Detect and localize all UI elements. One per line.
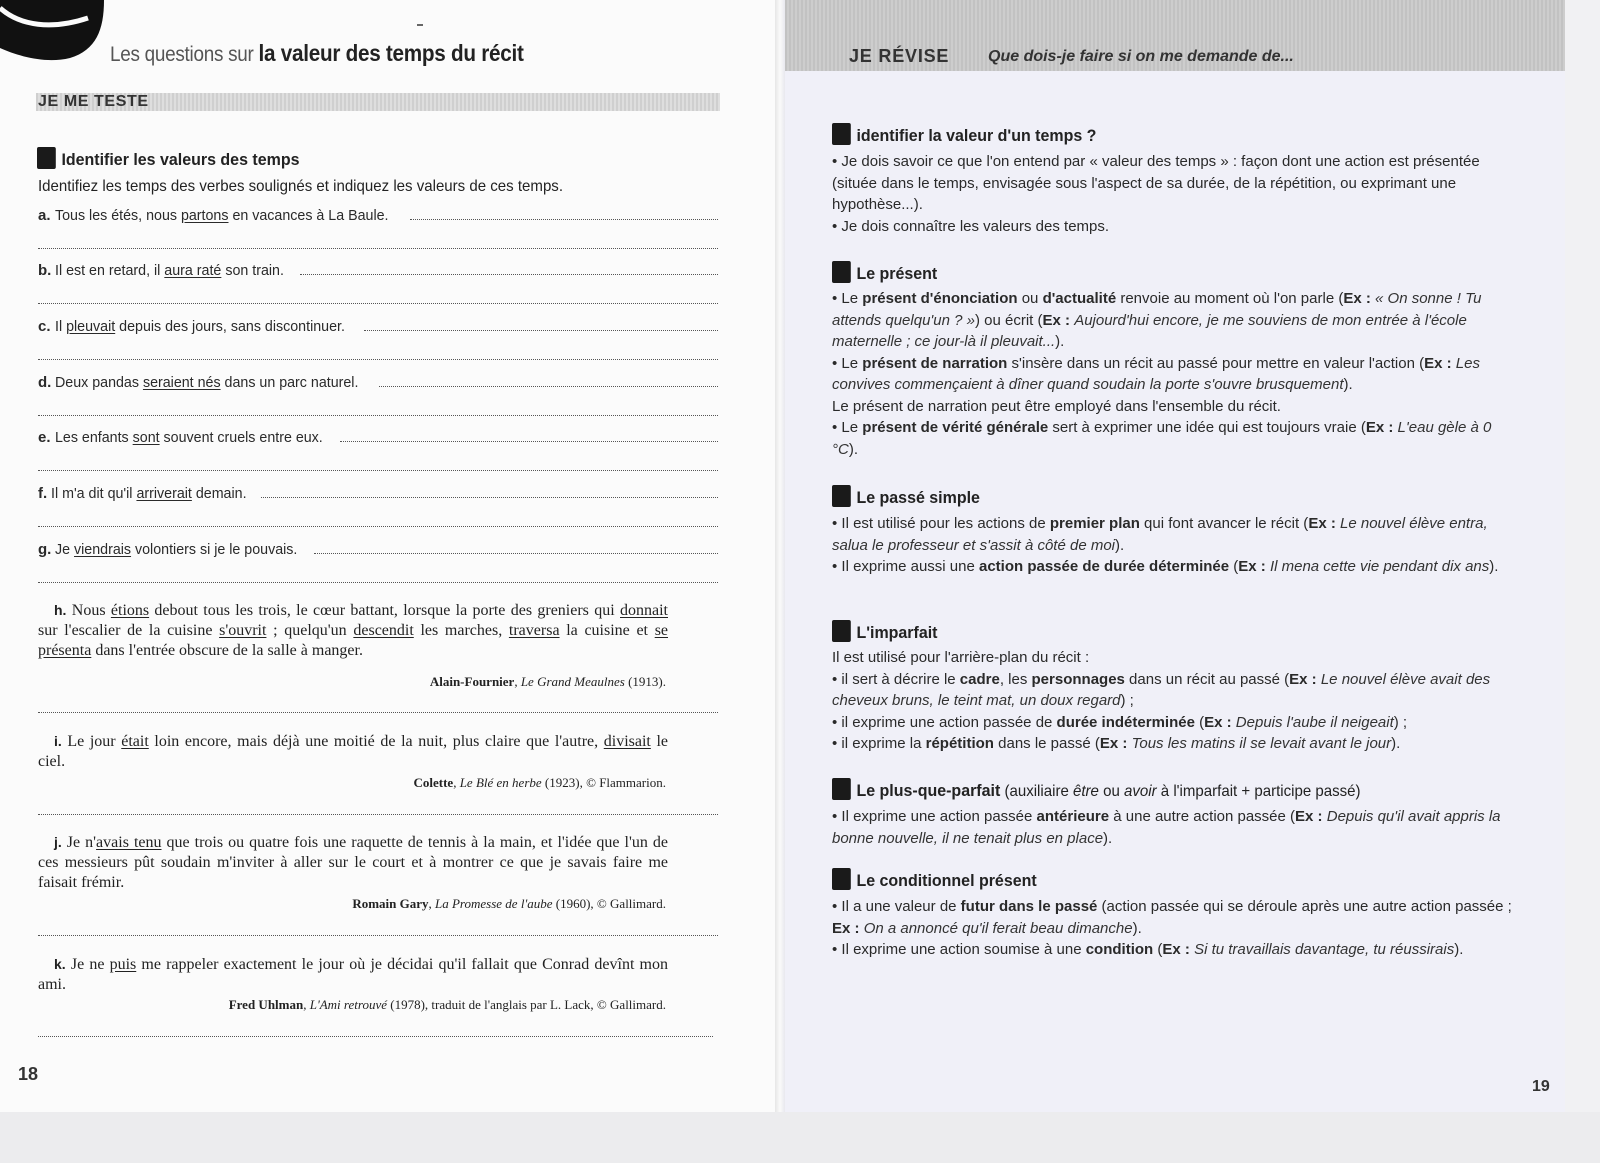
instruction: Identifiez les temps des verbes soulignés et indiquez les valeurs de ces temps. [38, 178, 564, 195]
text-identify: • Je dois savoir ce que l'on entend par « valeur des temps » : façon dont une action est présentée (située dans le temps, envisagée sous l'aspect de sa durée, de la répétition, ou exprimant une hypothèse...). • Je dois connaître les valeurs des temps. [832, 153, 1480, 235]
exercise-i-quote: i. Le jour était loin encore, mais déjà une moitié de la nuit, plus claire que l'autre, divisait le ciel. [38, 733, 669, 770]
exercise-k-quote: k. Je ne puis me rappeler exactement le jour où je décidai qu'il fallait que Conrad devînt mon ami. [38, 956, 668, 993]
answer-line[interactable] [38, 359, 718, 360]
heading-identify: identifier la valeur d'un temps ? [832, 123, 1096, 146]
print-mark [417, 24, 423, 26]
heading-present: Le présent [832, 261, 937, 284]
answer-line[interactable] [300, 273, 718, 275]
exercise-d: d. Deux pandas seraient nés dans un parc naturel. [38, 374, 718, 391]
answer-line[interactable] [38, 526, 718, 527]
heading-passe-simple: Le passé simple [832, 485, 980, 508]
left-page [0, 0, 775, 1112]
answer-line[interactable] [379, 385, 718, 387]
corner-shape-icon [0, 0, 106, 64]
answer-line[interactable] [38, 415, 718, 416]
revise-banner-tag: JE RÉVISE [849, 46, 950, 66]
exercise-b: b. Il est en retard, il aura raté son train. [38, 262, 718, 279]
answer-line[interactable] [340, 440, 718, 442]
section-heading: Identifier les valeurs des temps [37, 147, 299, 170]
credit-h: Alain-Fournier, Le Grand Meaulnes (1913). [429, 674, 666, 689]
scan-background [0, 1112, 1600, 1163]
book-gutter [775, 0, 785, 1112]
answer-line[interactable] [38, 303, 718, 304]
square-bullet-icon [832, 620, 851, 642]
right-page [785, 0, 1565, 1112]
heading-conditionnel: Le conditionnel présent [832, 868, 1037, 891]
credit-k: Fred Uhlman, L'Ami retrouvé (1978), traduit de l'anglais par L. Lack, © Gallimard. [228, 997, 666, 1012]
credit-j: Romain Gary, La Promesse de l'aube (1960), © Gallimard. [352, 896, 666, 911]
exercise-c: c. Il pleuvait depuis des jours, sans discontinuer. [38, 318, 718, 335]
answer-line[interactable] [38, 712, 718, 713]
square-bullet-icon [832, 485, 851, 507]
page-number-left: 18 [18, 1064, 39, 1084]
answer-line[interactable] [38, 470, 718, 471]
answer-line[interactable] [364, 329, 718, 331]
page-title: Les questions sur la valeur des temps du récit [110, 40, 524, 66]
page-number-right: 19 [1532, 1078, 1550, 1095]
answer-line[interactable] [314, 552, 718, 554]
square-bullet-icon [37, 147, 56, 169]
answer-line[interactable] [410, 218, 718, 220]
text-conditionnel: • Il a une valeur de futur dans le passé (action passée qui se déroule après une autre action passée ; Ex : On a annoncé qu'il ferait beau dimanche). • Il exprime une action soumise à une condition (Ex : Si tu travaillais davantage, tu réussirais). [832, 898, 1512, 958]
text-present: • Le présent d'énonciation ou d'actualité renvoie au moment où l'on parle (Ex : « On sonne ! Tu attends quelqu'un ? ») ou écrit (Ex : Aujourd'hui encore, je me souviens de mon entrée à l'école maternelle ; ce jour-là il pleuvait...). • Le présent de narration s'insère dans un récit au passé pour mettre en valeur l'action (Ex : Les convives commençaient à dîner quand soudain la porte s'ouvre brusquement). Le présent de narration peut être employé dans l'ensemble du récit. • Le présent de vérité générale sert à exprimer une idée qui est toujours vraie (Ex : L'eau gèle à 0 °C). [832, 290, 1492, 458]
square-bullet-icon [832, 261, 851, 283]
square-bullet-icon [832, 123, 851, 145]
square-bullet-icon [832, 868, 851, 890]
exercise-f: f. Il m'a dit qu'il arriverait demain. [38, 485, 718, 502]
text-plus-que-parfait: • Il exprime une action passée antérieure à une autre action passée (Ex : Depuis qu'il avait appris la bonne nouvelle, il ne tenait plus en place). [832, 808, 1501, 847]
answer-line[interactable] [38, 814, 718, 815]
revise-banner-question: Que dois-je faire si on me demande de... [988, 48, 1294, 65]
test-banner [36, 93, 720, 111]
credit-i: Colette, Le Blé en herbe (1923), © Flammarion. [413, 775, 666, 790]
exercise-h-quote: h. Nous étions debout tous les trois, le cœur battant, lorsque la porte des greniers qui donnait sur l'escalier de la cuisine s'ouvrit ; quelqu'un descendit les marches, traversa la cuisine et se présenta dans l'entrée obscure de la salle à manger. [38, 602, 669, 659]
text-passe-simple: • Il est utilisé pour les actions de premier plan qui font avancer le récit (Ex : Le nouvel élève entra, salua le professeur et s'assit à côté de moi). • Il exprime aussi une action passée de durée déterminée (Ex : Il mena cette vie pendant dix ans). [832, 515, 1499, 575]
test-banner-label: JE ME TESTE [38, 93, 149, 110]
answer-line[interactable] [261, 496, 718, 498]
exercise-g: g. Je viendrais volontiers si je le pouvais. [38, 541, 718, 558]
revise-banner [785, 0, 1565, 71]
exercise-j-quote: j. Je n'avais tenu que trois ou quatre fois une raquette de tennis à la main, et l'idée que l'un de ces messieurs pût soudain m'inviter à aller sur le court et à montrer ce que je savais faire me faisait frémir. [38, 834, 669, 891]
exercise-a: a. Tous les étés, nous partons en vacances à La Baule. [38, 207, 718, 224]
answer-line[interactable] [38, 1036, 713, 1037]
text-imparfait: Il est utilisé pour l'arrière-plan du récit : • il sert à décrire le cadre, les personnages dans un récit au passé (Ex : Le nouvel élève avait des cheveux bruns, le teint mat, un doux regard) ; • il exprime une action passée de durée indéterminée (Ex : Depuis l'aube il neigeait) ; • il exprime la répétition dans le passé (Ex : Tous les matins il se levait avant le jour). [832, 649, 1491, 752]
answer-line[interactable] [38, 582, 718, 583]
square-bullet-icon [832, 778, 851, 800]
answer-line[interactable] [38, 248, 718, 249]
answer-line[interactable] [38, 935, 718, 936]
heading-imparfait: L'imparfait [832, 620, 938, 643]
heading-plus-que-parfait: Le plus-que-parfait (auxiliaire être ou avoir à l'imparfait + participe passé) [832, 778, 1361, 801]
exercise-e: e. Les enfants sont souvent cruels entre eux. [38, 429, 718, 446]
